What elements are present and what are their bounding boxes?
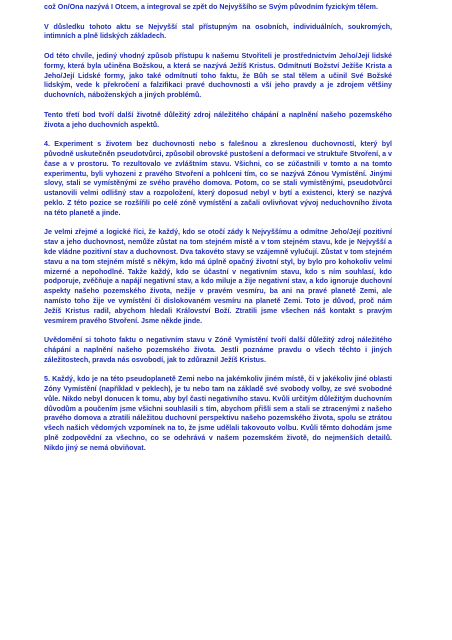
paragraph-intro-continuation: což On/Ona nazývá I Otcem, a integroval se zpět do Nejvyššího se Svým původním fyzickým tělem. bbox=[44, 3, 378, 11]
paragraph-access-through-jesus: Od této chvíle, jediný vhodný způsob přístupu k našemu Stvořiteli je prostřednictvím Jeho/Její lidské formy, která byla učiněna Božskou, a která se nazývá Ježíš Kristus. Odmítnutí Božství Ježíše Krista a Jeho/Její Lidské formy, jako také odmítnutí toho faktu, že Bůh se stal tělem a učinil Své Božské lidským, vede k překročení a falzifikaci pravé duchovnosti a vší jeho pravdy a je zdrojem většiny duchovních, náboženských a jiných problémů. bbox=[44, 51, 392, 100]
paragraph-awareness: Uvědomění si tohoto faktu o negativním stavu v Zóně Vymístění tvoří další důležitý zdroj náležitého chápání a naplnění našeho pozemského života. Jestli poznáme pravdu o všech těchto i jiných záležitostech, pravda nás osvobodí, jak to zdůraznil Ježíš Kristus. bbox=[44, 336, 392, 364]
paragraph-point-4: 4. Experiment s životem bez duchovnosti nebo s falešnou a zkreslenou duchovností, který byl původně uskutečněn pseudotvůrci, způsobil obrovské pustošení a deformaci ve struktuře Stvoření, a v čase a v prostoru. To rezultovalo ve zvláštním stavu. Všichni, co se zúčastnili v tomto a na tomto experimentu, byli vyhozeni z pravého Stvoření a pohlceni tím, co se nazývá Zónou Vymístění. Jinými slovy, stali se vymístěnými ze svého pravého domova. Potom, co se stali vymístěnými, pseudotvůrci ustanovili velmi odlišný stav a rozpoložení, který doposud nebyl v bytí a existenci, který se nazývá peklo. Z této pozice se rozšířili po celé zóně vymístění a začali ovlivňovat vývoj neduchovního života na této planetě a jinde. bbox=[44, 140, 392, 217]
paragraph-negative-state: Je velmi zřejmé a logické říci, že každý, kdo se otočí zády k Nejvyššímu a odmítne Jeho/Její pozitivní stav a jeho duchovnost, nemůže zůstat na tom stejném místě a v tom stejném stavu, kde je Nejvyšší a kde vládne pozitivní stav a duchovnost. Dva takovéto stavy se vzájemně vylučují. Zůstat v tom stejném stavu a na tom stejném místě s někým, kdo má úplně opačný životní styl, by bylo pro kohokoliv velmi mizerné a nepohodlné. Takže každý, kdo se účastní v negativním stavu, kdo s ním souhlasí, kdo podporuje, zvěčňuje a napájí negativní stav, a kdo miluje a žije negativní stav, a kdo ignoruje duchovní aspekty našeho pozemského života, nežije v pravém vesmíru, ba ani na pravé planetě Zemi, ale namísto toho žije ve vymístění či dislokovaném vesmíru na planetě Zemi. Toto je důvod, proč nám Ježíš Kristus radil, abychom hledali Království Boží. Ztratili jsme všechen náš kontakt s pravým vesmírem pravého Stvoření. Jsme někde jinde. bbox=[44, 228, 392, 325]
paragraph-point-5: 5. Každý, kdo je na této pseudoplanetě Zemi nebo na jakémkoliv jiném místě, či v jakékoliv jiné oblasti Zóny Vymístění (například v peklech), je tu nebo tam na základě své svobody volby, ze své svobodné vůle. Nikdo nebyl donucen k tomu, aby byl časti negativního stavu. Kvůli určitým důležitým duchovním důvodům a poučením jsme všichni souhlasili s tím, abychom přišli sem a stali se ztracenými z našeho pravého domova a ztratili náležitou duchovní perspektivu našeho pozemského života, spolu se ztrátou všech našich vědomých vzpomínek na to, že jsme udělali takovouto volbu. Kvůli těmto dohodám jsme plně zodpovědní za všechno, co se odehrává v našem pozemském životě, do nejmenších detailů. Nikdo jiný se nemá obviňovat. bbox=[44, 375, 392, 452]
paragraph-third-point: Tento třetí bod tvoří další životně důležitý zdroj náležitého chápání a naplnění našeho pozemského života a jeho duchovních aspektů. bbox=[44, 110, 392, 129]
paragraph-consequence: V důsledku tohoto aktu se Nejvyšší stal přístupným na osobních, individuálních, soukromých, intimních a plně lidských základech. bbox=[44, 22, 392, 41]
